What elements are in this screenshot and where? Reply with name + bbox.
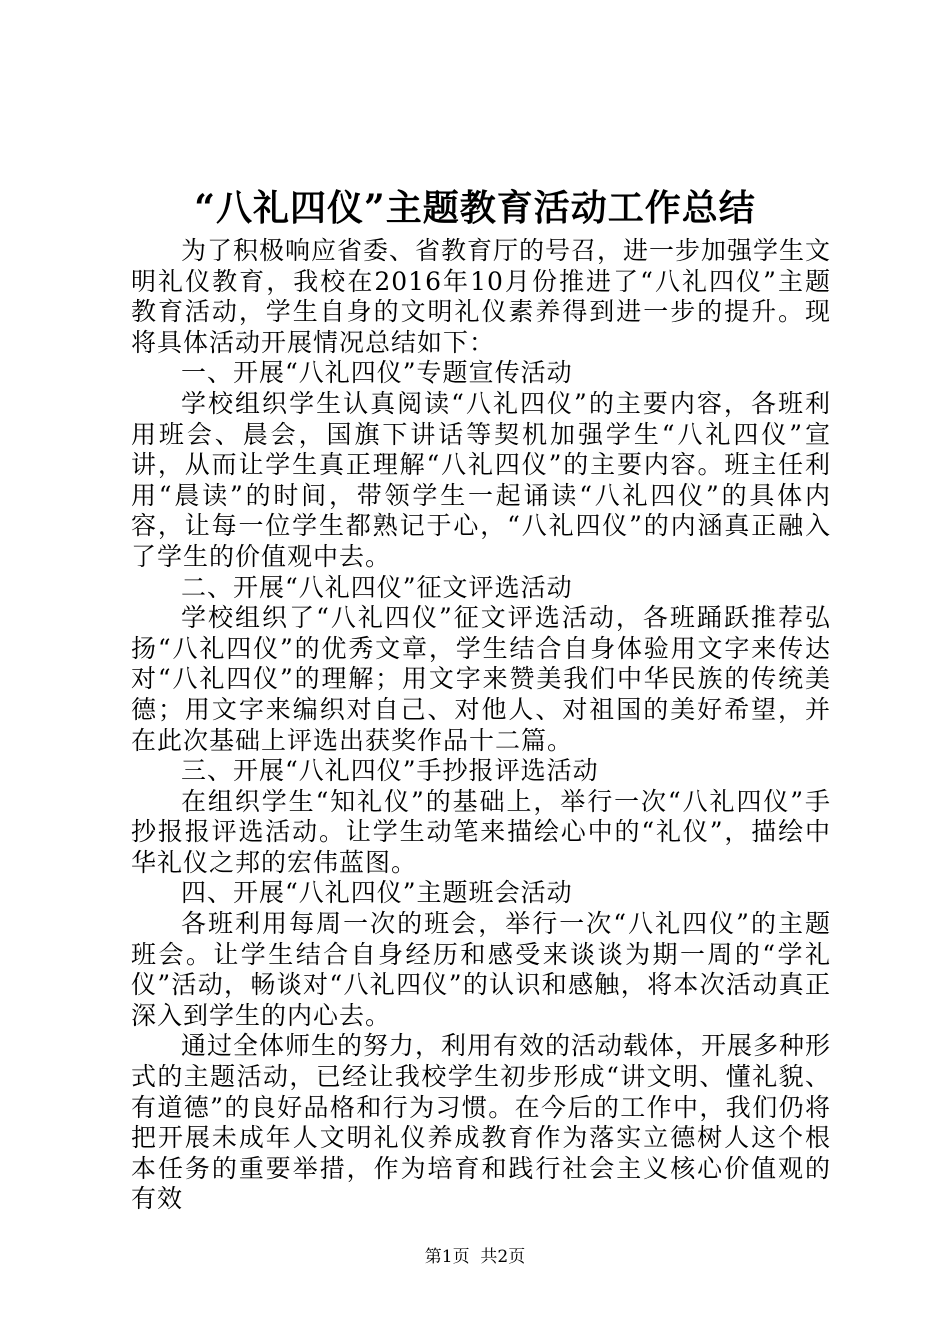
section-heading-1: 一、开展“八礼四仪”专题宣传活动: [181, 358, 573, 388]
section-heading-2: 二、开展“八礼四仪”征文评选活动: [181, 572, 573, 602]
document-title: “八礼四仪”主题教育活动工作总结: [194, 187, 756, 229]
intro-paragraph: 为了积极响应省委、省教育厅的号召，进一步加强学生文明礼仪教育，我校在2016年10月份推进了“八礼四仪”主题教育活动，学生自身的文明礼仪素养得到进一步的提升。现将具体活动开展情况总结如下：: [131, 236, 832, 357]
section-paragraph-4: 各班利用每周一次的班会，举行一次“八礼四仪”的主题班会。让学生结合自身经历和感受来谈谈为期一周的“学礼仪”活动，畅谈对“八礼四仪”的认识和感触，将本次活动真正深入到学生的内心去。: [131, 909, 831, 1030]
conclusion-paragraph: 通过全体师生的努力，利用有效的活动载体，开展多种形式的主题活动，已经让我校学生初步形成“讲文明、懂礼貌、有道德”的良好品格和行为习惯。在今后的工作中，我们仍将把开展未成年人文明礼仪养成教育作为落实立德树人这个根本任务的重要举措，作为培育和践行社会主义核心价值观的有效: [131, 1031, 832, 1214]
document-body: [131, 236, 831, 1215]
section-heading-4: 四、开展“八礼四仪”主题班会活动: [181, 878, 573, 908]
section-paragraph-3: 在组织学生“知礼仪”的基础上，举行一次“八礼四仪”手抄报报评选活动。让学生动笔来描绘心中的“礼仪”，描绘中华礼仪之邦的宏伟蓝图。: [131, 786, 831, 877]
page-footer: [0, 1245, 950, 1269]
section-paragraph-1: 学校组织学生认真阅读“八礼四仪”的主要内容，各班利用班会、晨会，国旗下讲话等契机加强学生“八礼四仪”宣讲，从而让学生真正理解“八礼四仪”的主要内容。班主任利用“晨读”的时间，带领学生一起诵读“八礼四仪”的具体内容，让每一位学生都熟记于心，“八礼四仪”的内涵真正融入了学生的价值观中去。: [131, 388, 831, 571]
section-paragraph-2: 学校组织了“八礼四仪”征文评选活动，各班踊跃推荐弘扬“八礼四仪”的优秀文章，学生结合自身体验用文字来传达对“八礼四仪”的理解；用文字来赞美我们中华民族的传统美德；用文字来编织对自己、对他人、对祖国的美好希望，并在此次基础上评选出获奖作品十二篇。: [131, 603, 831, 755]
page-number: 第1页 共2页: [424, 1247, 526, 1267]
section-heading-3: 三、开展“八礼四仪”手抄报评选活动: [181, 756, 599, 786]
